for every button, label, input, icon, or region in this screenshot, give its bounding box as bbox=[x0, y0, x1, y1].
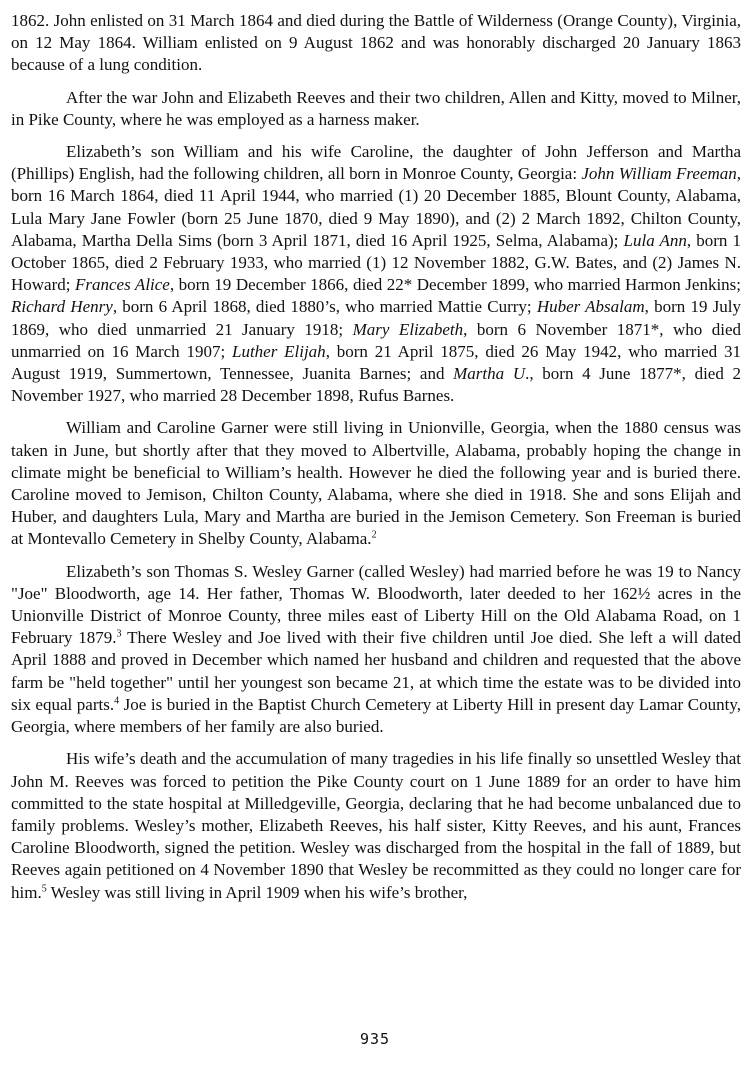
footnote-marker: 2 bbox=[371, 529, 377, 541]
italic-name: Mary Elizabeth bbox=[352, 319, 464, 339]
paragraph-3 bbox=[11, 141, 741, 407]
footnote-marker: 3 bbox=[116, 628, 122, 640]
italic-name: Lula Ann bbox=[623, 230, 687, 250]
text-run: , born 6 April 1868, died 1880’s, who married Mattie Curry; bbox=[112, 297, 537, 317]
text-run: William and Caroline Garner were still living in Unionville, Georgia, when the 1880 census was taken in June, but shortly after that they moved to Albertville, Alabama, probably hoping the change in climate might be beneficial to William’s health. However he died the following year and is buried there. Caroline moved to Jemison, Chilton County, Alabama, where she died in 1918. She and sons Elijah and Huber, and daughters Lula, Mary and Martha are buried in the Jemison Cemetery. Son Freeman is buried at Montevallo Cemetery in Shelby County, Alabama. bbox=[11, 418, 741, 549]
paragraph-1 bbox=[11, 10, 741, 77]
document-body bbox=[11, 10, 741, 914]
text-run: , born 19 July 1869, who died unmarried 21 January 1918; bbox=[11, 297, 741, 339]
text-run: ., born 4 June 1877*, died 2 November 1927, who married 28 December 1898, Rufus Barnes. bbox=[11, 364, 742, 406]
text-run: Joe is buried in the Baptist Church Cemetery at Liberty Hill in present day Lamar County, Georgia, where members of her family are also buried. bbox=[11, 694, 741, 737]
text-run: Elizabeth’s son William and his wife Caroline, the daughter of John Jefferson and Martha (Phillips) English, had the following children, all born in Monroe County, Georgia: bbox=[11, 142, 741, 184]
text-run: , born 19 December 1866, died 22* December 1899, who married Harmon Jenkins; bbox=[169, 275, 742, 295]
italic-name: Frances Alice bbox=[75, 275, 170, 295]
paragraph-4 bbox=[11, 417, 741, 550]
italic-name: John William Freeman bbox=[581, 164, 737, 184]
text-run: His wife’s death and the accumulation of many tragedies in his life finally so unsettled Wesley that John M. Reeves was forced to petition the Pike County court on 1 June 1889 for an order to have him committed to the state hospital at Milledgeville, Georgia, declaring that he had become unbalanced due to family problems. Wesley’s mother, Elizabeth Reeves, his half sister, Kitty Reeves, and his aunt, Frances Caroline Bloodworth, signed the petition. Wesley was discharged from the hospital in the fall of 1889, but Reeves again petitioned on 4 November 1890 that Wesley be recommitted as they could no longer care for him. bbox=[11, 749, 741, 902]
paragraph-2 bbox=[11, 87, 741, 131]
text-run: Wesley was still living in April 1909 when his wife’s brother, bbox=[46, 882, 468, 902]
italic-name: Richard Henry bbox=[11, 297, 113, 317]
text-run: After the war John and Elizabeth Reeves and their two children, Allen and Kitty, moved to Milner, in Pike County, where he was employed as a harness maker. bbox=[11, 87, 741, 129]
text-run: There Wesley and Joe lived with their five children until Joe died. She left a will dated April 1888 and proved in December which named her husband and children and requested that the above farm be "held together" until her youngest son became 21, at which time the estate was to be divided into six equal parts. bbox=[11, 628, 741, 714]
text-run: 1862. John enlisted on 31 March 1864 and died during the Battle of Wilderness (Orange County), Virginia, on 12 May 1864. William enlisted on 9 August 1862 and was honorably discharged 20 January 1863 because of a lung condition. bbox=[11, 11, 741, 75]
page-number: 935 bbox=[359, 1030, 391, 1048]
footnote-marker: 5 bbox=[41, 882, 47, 894]
paragraph-6 bbox=[11, 748, 741, 903]
italic-name: Martha U bbox=[453, 364, 526, 384]
text-run: , born 1 October 1865, died 2 February 1933, who married (1) 12 November 1882, G.W. Bates, and (2) James N. Howard; bbox=[11, 230, 741, 295]
paragraph-5 bbox=[11, 561, 741, 739]
text-run: , born 16 March 1864, died 11 April 1944, who married (1) 20 December 1885, Blount County, Alabama, Lula Mary Jane Fowler (born 25 June 1870, died 9 May 1890), and (2) 2 March 1892, Chilton County, Alabama, Martha Della Sims (born 3 April 1871, died 16 April 1925, Selma, Alabama); bbox=[11, 164, 741, 250]
italic-name: Luther Elijah bbox=[231, 341, 326, 361]
text-run: , born 6 November 1871*, who died unmarried on 16 March 1907; bbox=[11, 319, 742, 361]
text-run: Elizabeth’s son Thomas S. Wesley Garner (called Wesley) had married before he was 19 to Nancy "Joe" Bloodworth, age 14. Her father, Thomas W. Bloodworth, later deeded to her 162½ acres in the Unionville District of Monroe County, three miles east of Liberty Hill on the Old Alabama Road, on 1 February 1879. bbox=[11, 561, 741, 648]
footnote-marker: 4 bbox=[114, 695, 120, 707]
italic-name: Huber Absalam bbox=[536, 297, 645, 317]
text-run: , born 21 April 1875, died 26 May 1942, who married 31 August 1919, Summertown, Tennessee, Juanita Barnes; and bbox=[11, 341, 741, 384]
